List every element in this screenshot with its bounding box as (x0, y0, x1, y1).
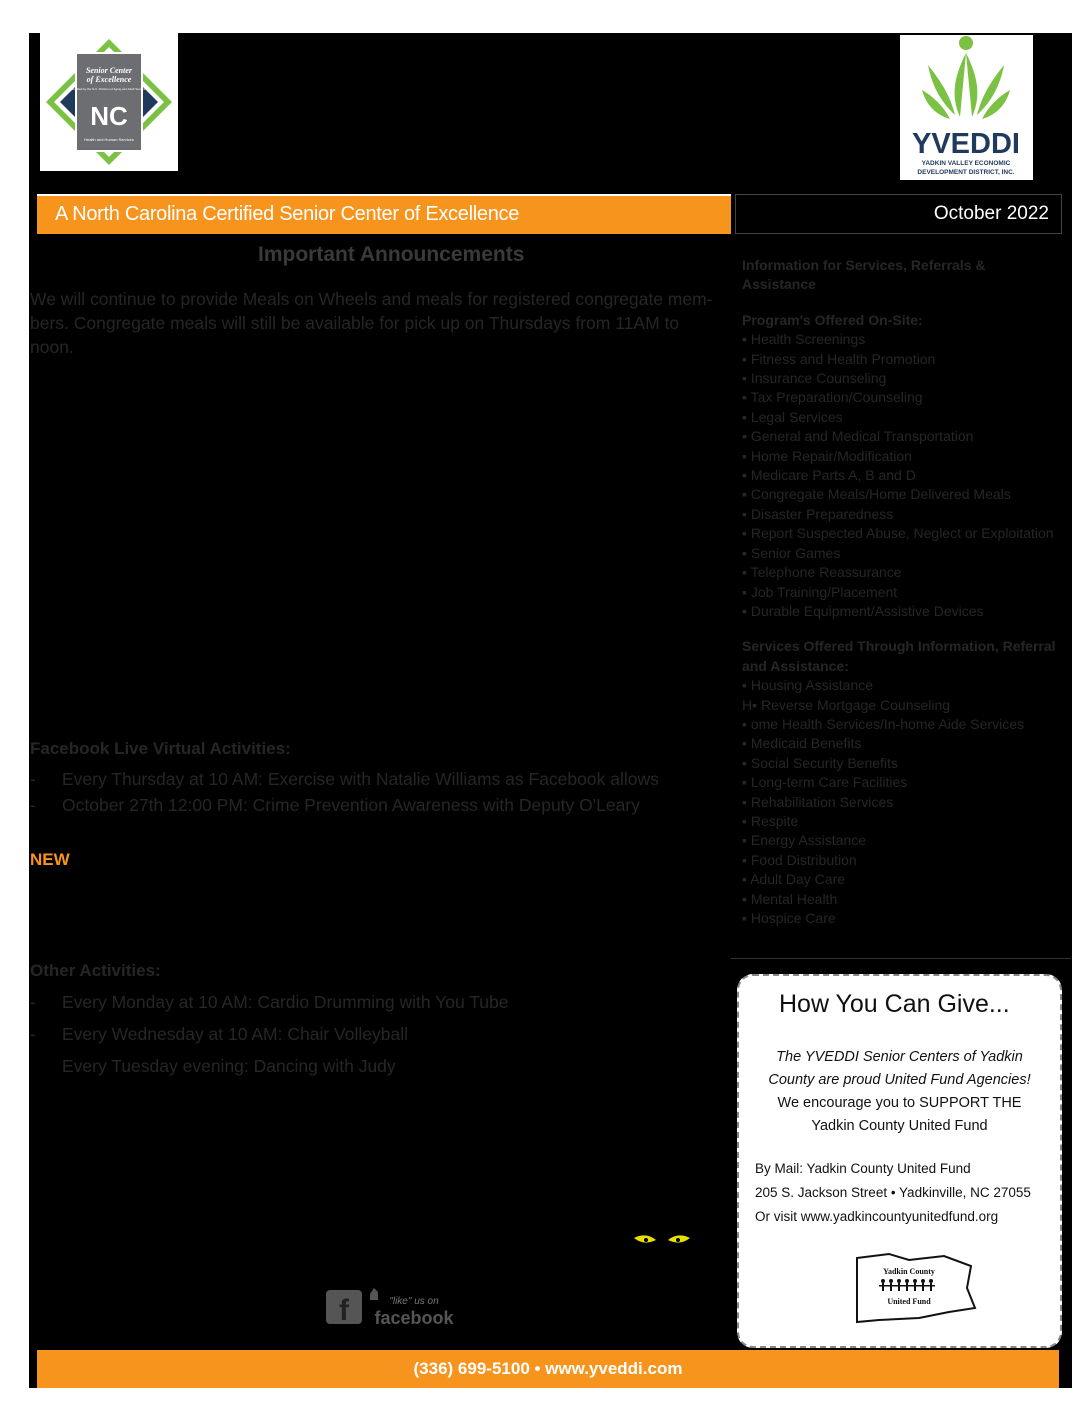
bullet-marker: - (30, 795, 36, 815)
mail-line: Or visit www.yadkincountyunitedfund.org (755, 1209, 999, 1224)
list-item: ▪ Social Security Benefits (742, 754, 898, 771)
list-item: ▪ Report Suspected Abuse, Neglect or Exploitation (742, 525, 1054, 542)
facebook-wordmark: facebook (374, 1308, 454, 1328)
list-item: ▪ Medicare Parts A, B and D (742, 467, 916, 484)
give-line: Yadkin County United Fund (811, 1118, 988, 1134)
list-item-text: Every Wednesday at 10 AM: Chair Volleyball (62, 1024, 408, 1044)
list-item-text: October 27th 12:00 PM: Crime Prevention Awareness with Deputy O'Leary (62, 795, 640, 815)
united-fund-logo (849, 1248, 979, 1328)
uf-logo-text-1: Yadkin County (883, 1267, 935, 1276)
intro-line: We will continue to provide Meals on Wheels and meals for registered congregate mem- (30, 289, 713, 309)
intro-line: noon. (30, 337, 74, 357)
give-line: We encourage you to SUPPORT THE (777, 1095, 1022, 1111)
bullet-marker: - (30, 769, 36, 789)
list-item: ▪ Disaster Preparedness (742, 505, 894, 522)
list-item (30, 1024, 408, 1045)
footer-contact[interactable]: (336) 699-5100 • www.yveddi.com (413, 1359, 683, 1378)
list-item: ▪ Home Repair/Modification (742, 447, 912, 464)
sidebar-divider (731, 958, 1071, 959)
list-item: ▪ General and Medical Transportation (742, 428, 974, 445)
list-item (30, 769, 659, 790)
list-item-text: Every Monday at 10 AM: Cardio Drumming with You Tube (62, 992, 509, 1012)
list-item-text: Every Thursday at 10 AM: Exercise with Natalie Williams as Facebook allows (62, 769, 659, 789)
list-item: ▪ Health Screenings (742, 331, 866, 348)
like-text: "like" us on (389, 1296, 439, 1307)
list-item: ▪ Job Training/Placement (742, 583, 898, 600)
issue-date: October 2022 (933, 203, 1049, 224)
list-item: ▪ Hospice Care (742, 910, 836, 926)
list-item: ▪ Respite (742, 812, 799, 829)
services-sidebar (742, 256, 1062, 928)
yveddi-subtitle-1: YADKIN VALLEY ECONOMIC (921, 160, 1011, 167)
list-item: ▪ Tax Preparation/Counseling (742, 389, 923, 406)
mail-line: By Mail: Yadkin County United Fund (755, 1161, 971, 1176)
give-body (739, 1046, 1060, 1138)
mail-line: 205 S. Jackson Street • Yadkinville, NC 27055 (755, 1185, 1031, 1200)
footer-bar (37, 1350, 1059, 1388)
list-item: ▪ Telephone Reassurance (742, 564, 902, 581)
bullet-marker: - (30, 992, 36, 1012)
programs-heading: Program's Offered On-Site: (742, 311, 923, 328)
header-banner (37, 194, 731, 234)
facebook-icon: f (339, 1294, 349, 1327)
list-item: ▪ Rehabilitation Services (742, 793, 894, 810)
list-item: ▪ Senior Games (742, 544, 841, 561)
referral-heading: and Assistance: (742, 657, 849, 674)
yveddi-logo (900, 35, 1033, 180)
thumbs-up-icon (370, 1288, 378, 1300)
cat-eyes-icon (632, 1232, 692, 1248)
referrals-list (742, 676, 1062, 928)
logo-text-3: Certified by the N.C. Division of Aging and Adult Services (71, 87, 147, 91)
list-item: ▪ Energy Assistance (742, 832, 867, 849)
mail-info (755, 1157, 1031, 1229)
logo-text-1: Senior Center (85, 66, 133, 75)
programs-list (742, 330, 1062, 621)
facebook-section-heading: Facebook Live Virtual Activities: (30, 739, 291, 758)
referral-heading: Services Offered Through Information, Referral (742, 638, 1056, 655)
give-line: The YVEDDI Senior Centers of Yadkin (776, 1049, 1023, 1065)
uf-logo-text-2: United Fund (887, 1297, 931, 1306)
yveddi-title: YVEDDI (912, 128, 1020, 160)
sidebar-heading: Assistance (742, 276, 816, 293)
list-item: ▪ Long-term Care Facilities (742, 774, 908, 791)
list-item-text: Every Tuesday evening: Dancing with Judy (62, 1056, 396, 1076)
intro-paragraph (30, 287, 720, 359)
banner-text: A North Carolina Certified Senior Center of Excellence (55, 203, 520, 225)
list-item: ▪ Food Distribution (742, 851, 857, 868)
list-item: ▪ ome Health Services/In-home Aide Services (742, 715, 1024, 732)
list-item: ▪ Housing Assistance (742, 677, 874, 694)
other-activities-heading: Other Activities: (30, 961, 161, 980)
page-title: Important Announcements (258, 243, 525, 266)
list-item (30, 1056, 396, 1077)
list-item (30, 992, 508, 1013)
list-item: ▪ Congregate Meals/Home Delivered Meals (742, 486, 1011, 503)
logo-text-5: Health and Human Services (84, 137, 134, 142)
yveddi-subtitle-2: DEVELOPMENT DISTRICT, INC. (917, 169, 1015, 176)
list-item: ▪ Mental Health (742, 890, 838, 907)
sidebar-heading: Information for Services, Referrals & (742, 257, 986, 273)
list-item: ▪ Medicaid Benefits (742, 735, 862, 752)
list-item: ▪ Durable Equipment/Assistive Devices (742, 602, 984, 619)
list-item: ▪ Legal Services (742, 408, 843, 425)
list-item: H▪ Reverse Mortgage Counseling (742, 696, 951, 713)
intro-line: bers. Congregate meals will still be available for pick up on Thursdays from 11AM to (30, 313, 680, 333)
logo-nc: NC (90, 101, 128, 131)
bullet-marker: - (30, 1024, 36, 1044)
list-item: ▪ Fitness and Health Promotion (742, 350, 936, 367)
facebook-like-badge[interactable] (324, 1286, 464, 1336)
logo-text-2: of Excellence (86, 75, 132, 84)
list-item: ▪ Adult Day Care (742, 871, 846, 888)
list-item: ▪ Insurance Counseling (742, 370, 887, 387)
give-line: County are proud United Fund Agencies! (768, 1072, 1031, 1088)
date-box (735, 194, 1062, 234)
how-you-can-give-box (737, 974, 1062, 1348)
senior-center-excellence-logo (40, 33, 178, 171)
give-title: How You Can Give... (779, 990, 1010, 1018)
new-label: NEW (30, 850, 70, 869)
list-item (30, 795, 640, 816)
